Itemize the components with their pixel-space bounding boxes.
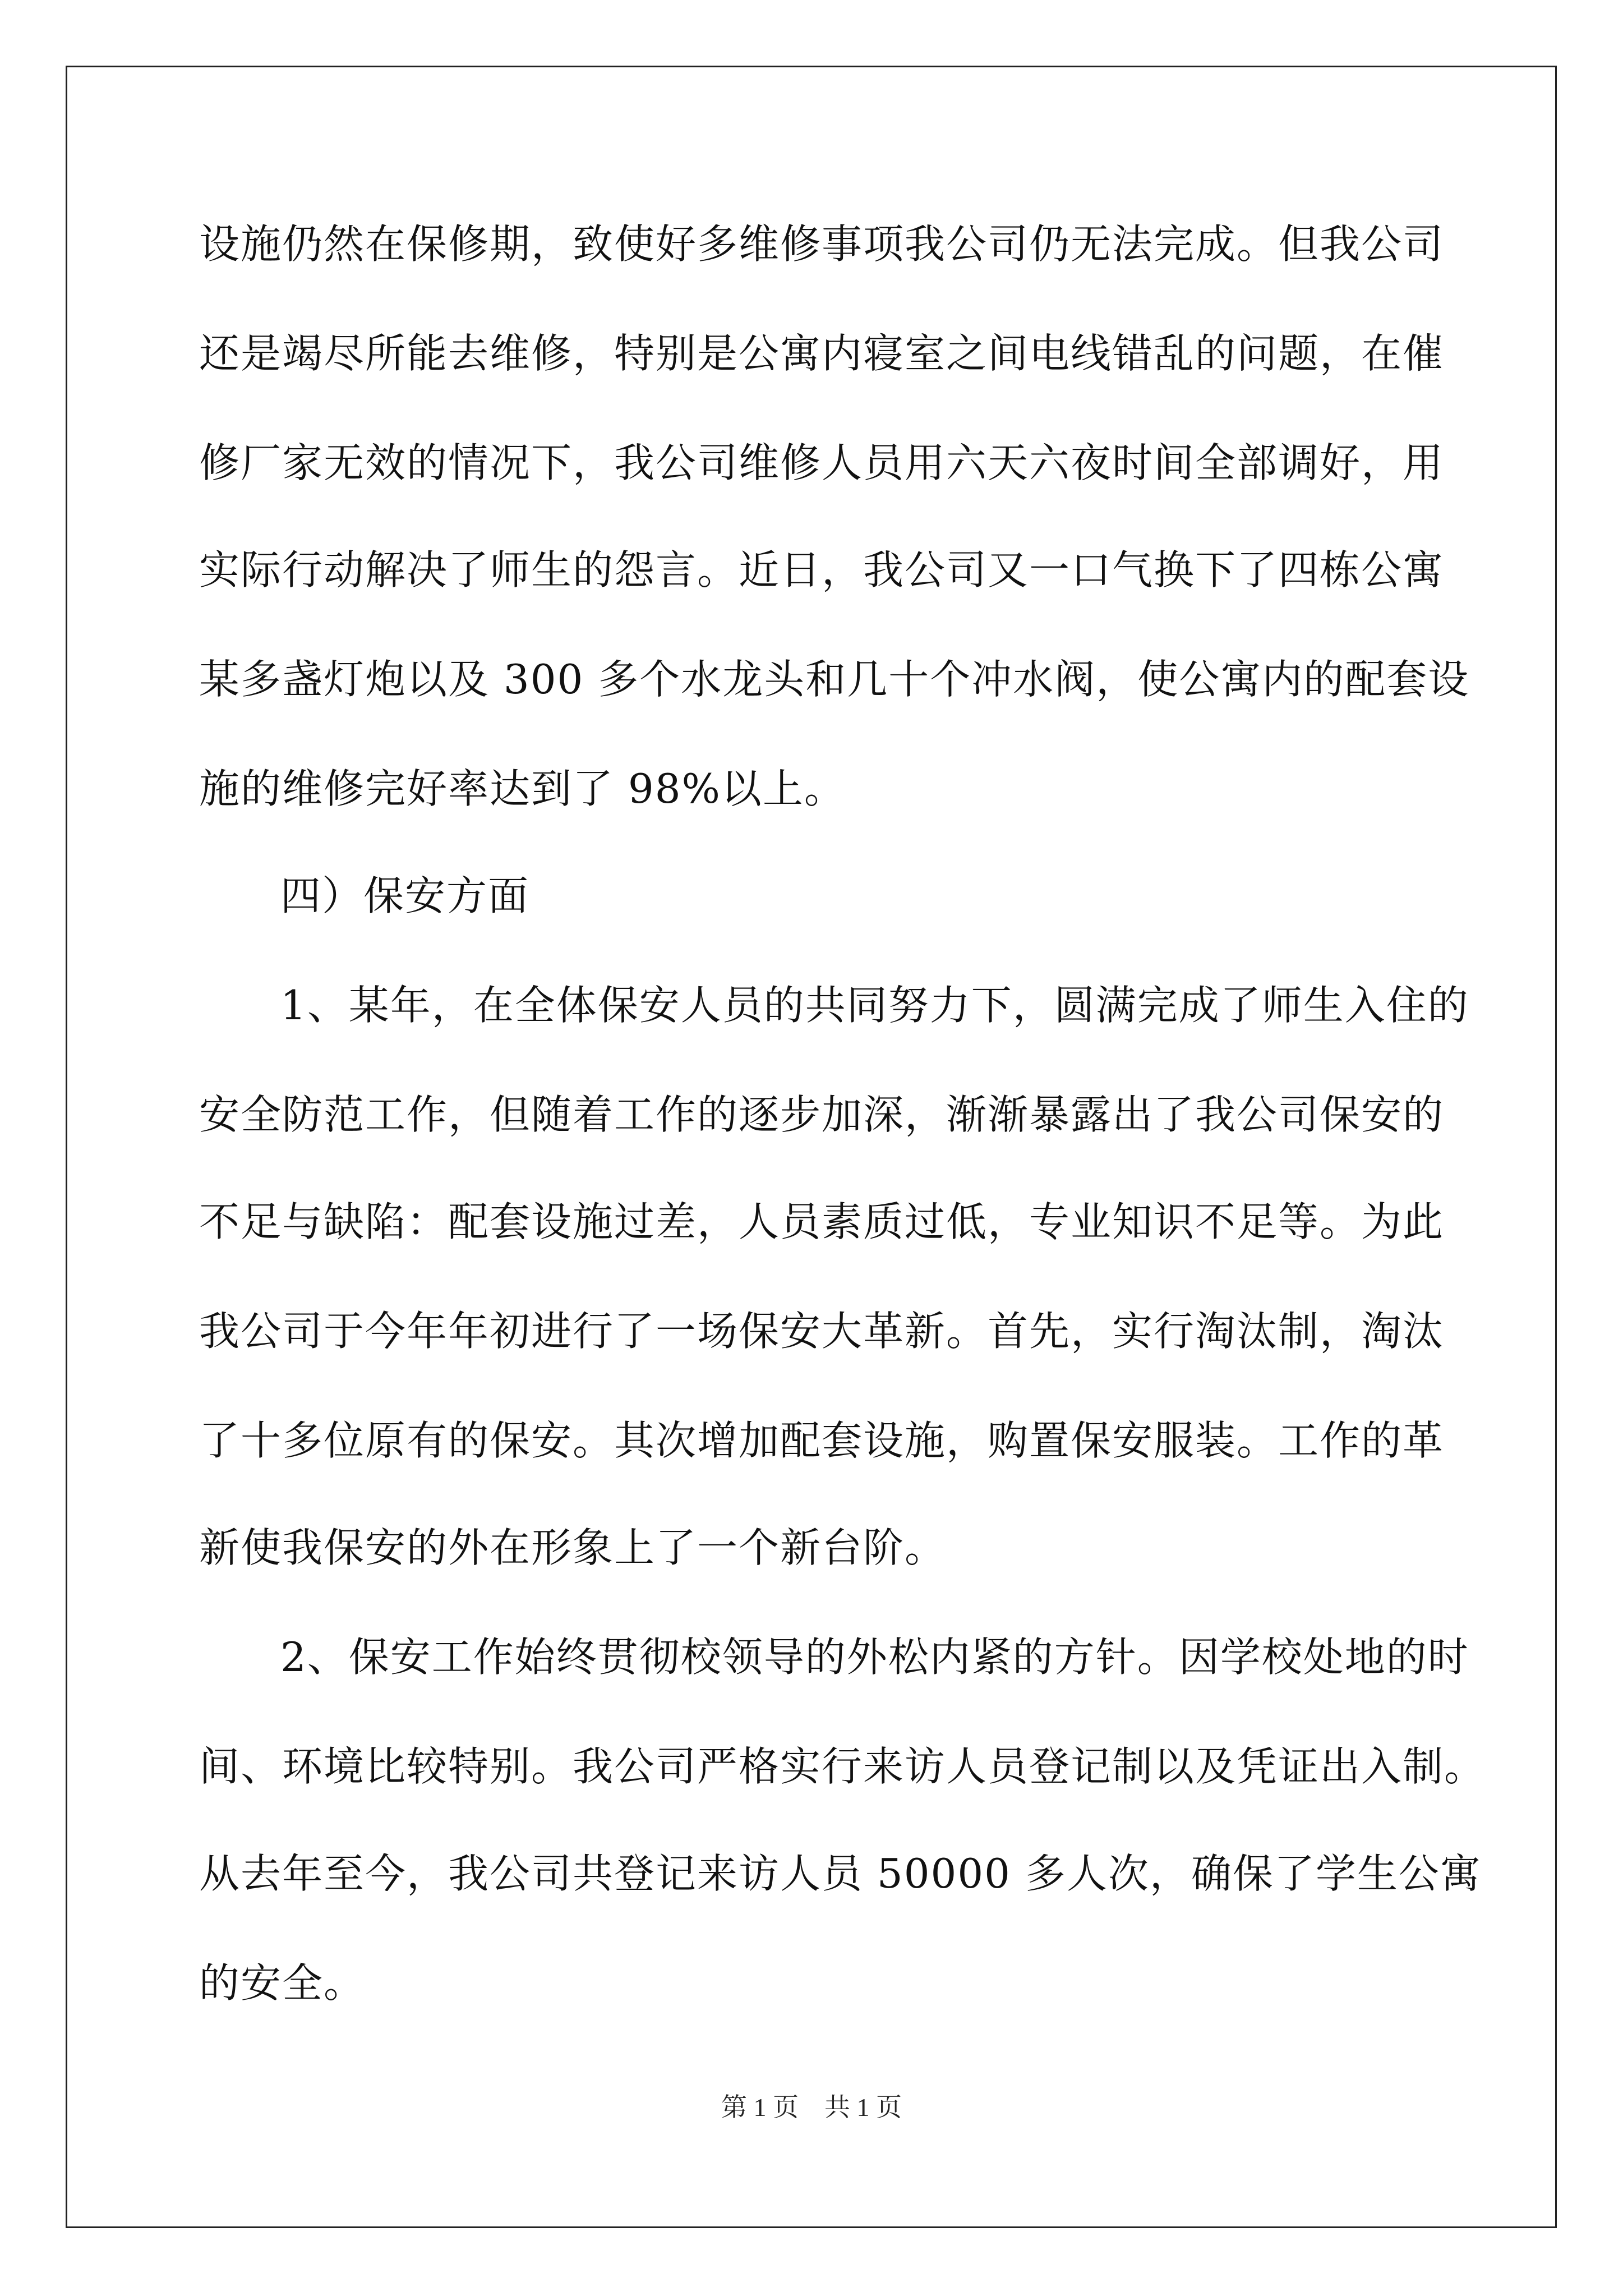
page-border: [66, 66, 1557, 2228]
body-line-12: 了十多位原有的保安。其次增加配套设施，购置保安服装。工作的革: [199, 1417, 1445, 1464]
section-heading: 四）保安方面: [280, 872, 530, 919]
body-line-5: 某多盏灯炮以及 300 多个水龙头和几十个冲水阀，使公寓内的配套设: [199, 656, 1470, 703]
body-line-1: 设施仍然在保修期，致使好多维修事项我公司仍无法完成。但我公司: [199, 220, 1445, 268]
body-line-11: 我公司于今年年初进行了一场保安大革新。首先，实行淘汰制，淘汰: [199, 1308, 1445, 1355]
body-line-4: 实际行动解决了师生的怨言。近日，我公司又一口气换下了四栋公寓: [199, 546, 1445, 593]
body-line-17: 的安全。: [199, 1959, 366, 2007]
body-line-14: 2、保安工作始终贯彻校领导的外松内紧的方针。因学校处地的时: [280, 1634, 1469, 1681]
body-line-6: 施的维修完好率达到了 98%以上。: [199, 765, 846, 812]
body-line-9: 安全防范工作，但随着工作的逐步加深，渐渐暴露出了我公司保安的: [199, 1091, 1445, 1138]
body-line-3: 修厂家无效的情况下，我公司维修人员用六天六夜时间全部调好，用: [199, 439, 1445, 486]
body-line-16: 从去年至今，我公司共登记来访人员 50000 多人次，确保了学生公寓: [199, 1850, 1482, 1897]
body-line-13: 新使我保安的外在形象上了一个新台阶。: [199, 1524, 947, 1571]
body-line-2: 还是竭尽所能去维修，特别是公寓内寝室之间电线错乱的问题，在催: [199, 330, 1445, 377]
body-line-15: 间、环境比较特别。我公司严格实行来访人员登记制以及凭证出入制。: [199, 1743, 1486, 1790]
page-footer: 第 1 页 共 1 页: [721, 2093, 902, 2122]
body-line-10: 不足与缺陷：配套设施过差，人员素质过低，专业知识不足等。为此: [199, 1198, 1445, 1245]
body-line-8: 1、某年，在全体保安人员的共同努力下，圆满完成了师生入住的: [280, 982, 1469, 1029]
